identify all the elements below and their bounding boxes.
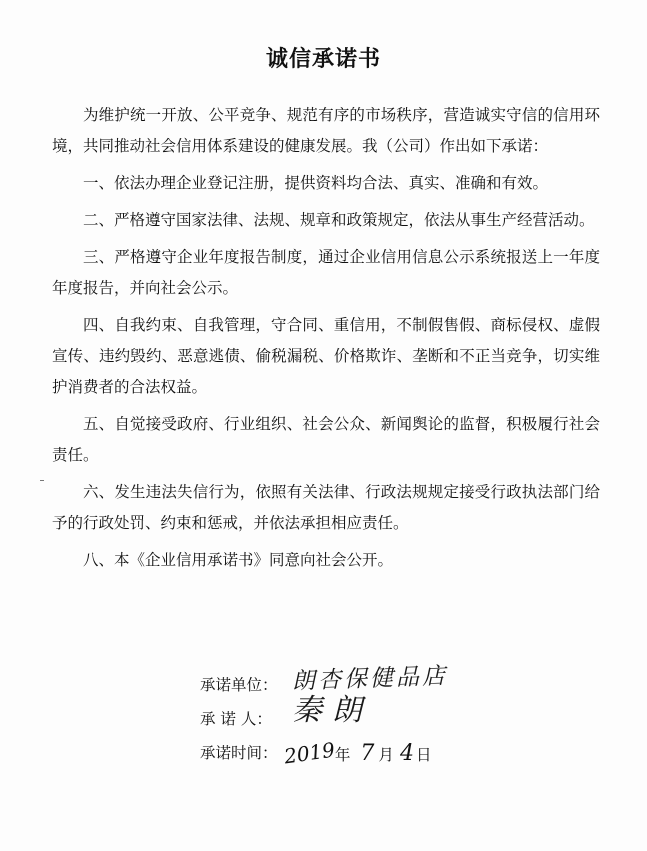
document-title: 诚信承诺书 bbox=[265, 47, 381, 72]
date-day-unit: 日 bbox=[415, 746, 432, 764]
signature-date-row bbox=[200, 736, 620, 770]
commitment-item-1: 一、依法办理企业登记注册，提供资料均合法、真实、准确和有效。 bbox=[83, 174, 549, 192]
commitment-item-8: 八、本《企业信用承诺书》同意向社会公开。 bbox=[83, 551, 394, 569]
date-day: 4 bbox=[399, 741, 414, 766]
signature-person-row bbox=[200, 693, 620, 736]
commitment-item-4: 四、自我约束、自我管理，守合同、重信用，不制假售假、商标侵权、虚假宣传、违约毁约、恶意逃债、偷税漏税、价格欺诈、垄断和不正当竞争，切实维护消费者的合法权益。 bbox=[52, 316, 600, 396]
person-handwritten-signature: 秦朗 bbox=[292, 693, 372, 728]
commitment-item-2: 二、严格遵守国家法律、法规、规章和政策规定，依法从事生产经营活动。 bbox=[83, 211, 595, 229]
signature-block bbox=[200, 663, 620, 770]
signature-date bbox=[284, 736, 431, 772]
commitment-item-5: 五、自觉接受政府、行业组织、社会公众、新闻舆论的监督，积极履行社会责任。 bbox=[52, 415, 600, 464]
scan-mark bbox=[40, 480, 44, 481]
unit-handwritten-value: 朗杏保健品店 bbox=[291, 663, 449, 695]
date-year-unit: 年 bbox=[334, 746, 351, 764]
signature-unit-row bbox=[200, 663, 620, 702]
time-label: 承诺时间： bbox=[200, 744, 278, 762]
commitment-item-3: 三、严格遵守企业年度报告制度，通过企业信用信息公示系统报送上一年度年度报告，并向社会公示。 bbox=[52, 248, 600, 297]
date-month: 7 bbox=[360, 741, 375, 766]
intro-paragraph: 为维护统一开放、公平竞争、规范有序的市场秩序，营造诚实守信的信用环境，共同推动社会信用体系建设的健康发展。我（公司）作出如下承诺： bbox=[52, 106, 600, 155]
date-month-unit: 月 bbox=[378, 746, 394, 764]
unit-label: 承诺单位： bbox=[200, 676, 278, 694]
person-label: 承 诺 人： bbox=[200, 710, 272, 728]
commitment-item-6: 六、发生违法失信行为，依照有关法律、行政法规规定接受行政执法部门给予的行政处罚、约束和惩戒，并依法承担相应责任。 bbox=[52, 483, 600, 532]
document-body bbox=[52, 100, 600, 582]
date-year: 2019 bbox=[282, 737, 337, 769]
